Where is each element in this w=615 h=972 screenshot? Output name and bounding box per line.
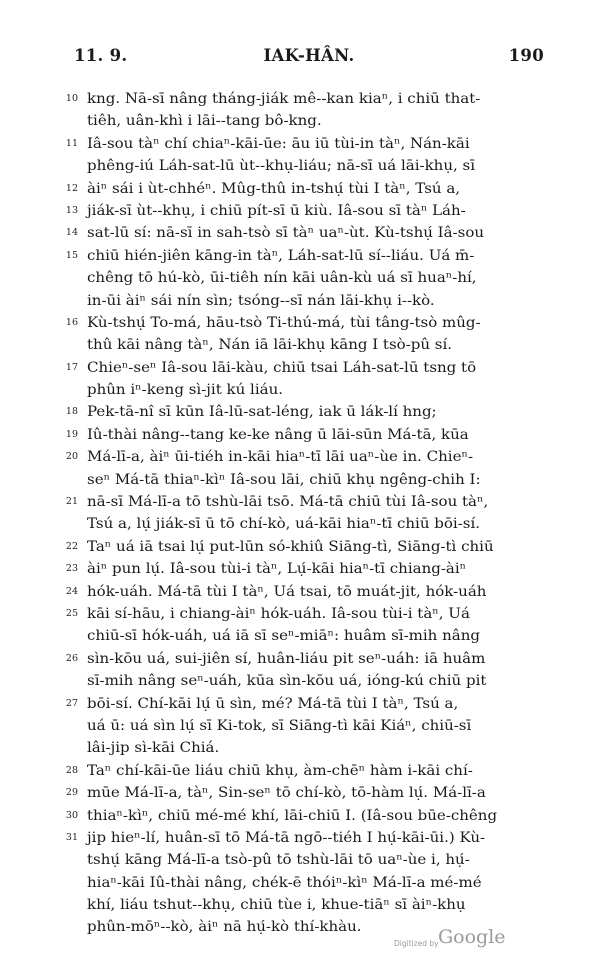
verse-number-label: 28 [65, 764, 78, 776]
text-line [56, 357, 556, 379]
line-text: lâi-jip sì-kāi Chiá. [87, 740, 220, 757]
text-line [56, 603, 556, 625]
line-text: nā-sī Má-lī-a tō tshù-lāi tsō. Má-tā chiū tùi Iâ-sou tàⁿ, [87, 494, 489, 511]
line-text: Taⁿ uá iā tsai lụ́ put-lūn só-khiû Siāng-tì, Siāng-tì chiū [87, 538, 494, 555]
text-line [56, 200, 556, 222]
verse-number-label: 26 [65, 652, 78, 664]
text-line [56, 536, 556, 558]
verse-number-label: 29 [65, 787, 78, 799]
text-line [56, 401, 556, 423]
line-text: Pek-tā-nî sī kūn Iâ-lū-sat-léng, iak ū lák-lí hng; [87, 404, 437, 421]
page-header [74, 46, 544, 68]
verse-number-label: 31 [65, 831, 78, 843]
line-text: jip hieⁿ-lí, huân-sī tō Má-tā ngō--tiéh I hụ́-kāi-ūi.) Kù- [87, 829, 486, 846]
line-text: Taⁿ chí-kāi-ūe liáu chiū khụ, àm-chēⁿ hàm i-kāi chí- [87, 762, 473, 779]
line-text: chêng tō hú-kò, ūi-tiêh nín kāi uân-kù uá sī huaⁿ-hí, [87, 270, 477, 287]
text-line [56, 648, 556, 670]
verse-number-label: 30 [65, 809, 78, 821]
chapter-verse-ref: 11. 9. [74, 46, 128, 65]
text-line [56, 782, 556, 804]
line-text: Chieⁿ-seⁿ Iâ-sou lāi-kàu, chiū tsai Láh-sat-lū tsng tō [87, 359, 477, 376]
verse-number-label: 22 [65, 540, 78, 552]
verse-number-label: 27 [65, 697, 78, 709]
line-text: khí, liáu tshut--khụ, chiū tùe i, khue-tiāⁿ sī àiⁿ-khụ [87, 897, 466, 914]
line-text: seⁿ Má-tā thiaⁿ-kìⁿ Iâ-sou lāi, chiū khụ ngêng-chih I: [87, 471, 481, 488]
text-line [56, 88, 556, 110]
text-line [56, 737, 556, 759]
verse-number-label: 19 [65, 428, 78, 440]
text-line [56, 872, 556, 894]
line-text: jiák-sī ùt--khụ, i chiū pít-sī ū kiù. Iâ-sou sī tàⁿ Láh- [87, 202, 466, 219]
text-line [56, 290, 556, 312]
verse-number-label: 15 [65, 249, 78, 261]
text-line [56, 133, 556, 155]
line-text: àiⁿ sái i ùt-chhéⁿ. Mûg-thû in-tshụ́ tùi I tàⁿ, Tsú a, [87, 180, 461, 197]
line-text: chiū-sī hók-uáh, uá iā sī seⁿ-miāⁿ: huâm sī-mih nâng [87, 628, 480, 645]
line-text: bōi-sí. Chí-kāi lụ́ ū sìn, mé? Má-tā tùi I tàⁿ, Tsú a, [87, 695, 459, 712]
text-line [56, 446, 556, 468]
line-text: tshụ́ kāng Má-lī-a tsò-pû tō tshù-lāi tō uaⁿ-ùe i, hụ́- [87, 852, 470, 869]
text-line [56, 693, 556, 715]
line-text: uá ū: uá sìn lụ́ sī Ki-tok, sī Siāng-tì kāi Kiáⁿ, chiū-sī [87, 717, 472, 734]
book-title: IAK-HÂN. [263, 46, 355, 65]
verse-number-label: 17 [65, 361, 78, 373]
verse-number-label: 10 [65, 93, 78, 104]
page-number: 190 [508, 46, 544, 65]
text-line [56, 110, 556, 132]
verse-number-label: 16 [65, 316, 78, 328]
text-line [56, 178, 556, 200]
verse-number-label: 20 [65, 451, 78, 463]
line-text: hók-uáh. Má-tā tùi I tàⁿ, Uá tsai, tō muát-jit, hók-uáh [87, 583, 487, 600]
text-line [56, 670, 556, 692]
text-line [56, 625, 556, 647]
text-line [56, 245, 556, 267]
line-text: sat-lū sí: nā-sī in sah-tsò sī tàⁿ uaⁿ-ùt. Kù-tshụ́ Iâ-sou [87, 225, 485, 242]
digitized-label: Digitized by [394, 939, 439, 948]
line-text: in-ūi àiⁿ sái nín sìn; tsóng--sī nán lāi-khụ i--kò. [87, 292, 435, 309]
line-text: mūe Má-lī-a, tàⁿ, Sin-seⁿ tō chí-kò, tō-hàm lụ́. Má-lī-a [87, 785, 486, 802]
line-text: àiⁿ pun lụ́. Iâ-sou tùi-i tàⁿ, Lụ́-kāi hiaⁿ-tī chiang-àiⁿ [87, 561, 467, 578]
text-line [56, 334, 556, 356]
line-text: hiaⁿ-kāi Iû-thài nâng, chék-ē thóiⁿ-kìⁿ Má-lī-a mé-mé [87, 874, 482, 891]
verse-number-label: 23 [65, 563, 78, 575]
line-text: Iâ-sou tàⁿ chí chiaⁿ-kāi-ūe: āu iū tùi-in tàⁿ, Nán-kāi [87, 135, 470, 152]
verse-number-label: 14 [65, 227, 78, 239]
verse-number-label: 18 [65, 406, 78, 418]
text-line [56, 379, 556, 401]
line-text: phûn iⁿ-keng sì-jit kú liáu. [87, 382, 284, 399]
line-text: Tsú a, lụ́ jiák-sī ū tō chí-kò, uá-kāi hiaⁿ-tī chiū bōi-sí. [87, 516, 481, 533]
text-line [56, 491, 556, 513]
line-text: tiêh, uân-khì i lāi--tang bô-kng. [87, 113, 322, 130]
line-text: phêng-iú Láh-sat-lū ùt--khụ-liáu; nā-sī uá lāi-khụ, sī [87, 158, 476, 175]
text-line [56, 760, 556, 782]
line-text: thû kāi nâng tàⁿ, Nán iā lāi-khụ kāng I tsò-pû sí. [87, 337, 453, 354]
google-logo: Google [438, 926, 506, 948]
line-text: sī-mih nâng seⁿ-uáh, kūa sìn-kōu uá, ióng-kú chiū pit [87, 673, 487, 690]
text-line [56, 581, 556, 603]
digitized-watermark [394, 926, 574, 950]
text-line [56, 312, 556, 334]
line-text: Iû-thài nâng--tang ke-ke nâng ū lāi-sūn Má-tā, kūa [87, 426, 469, 443]
text-line [56, 222, 556, 244]
text-line [56, 894, 556, 916]
line-text: kng. Nā-sī nâng tháng-jiák mê--kan kiaⁿ, i chiū that- [87, 91, 481, 107]
verse-number-label: 21 [65, 496, 78, 508]
text-line [56, 827, 556, 849]
line-text: sìn-kōu uá, sui-jiên sí, huân-liáu pit seⁿ-uáh: iā huâm [87, 650, 486, 667]
text-line [56, 558, 556, 580]
verse-number-label: 13 [65, 204, 78, 216]
text-line [56, 715, 556, 737]
line-text: Má-lī-a, àiⁿ ūi-tiéh in-kāi hiaⁿ-tī lāi uaⁿ-ùe in. Chieⁿ- [87, 449, 474, 466]
line-text: kāi sí-hāu, i chiang-àiⁿ hók-uáh. Iâ-sou tùi-i tàⁿ, Uá [87, 605, 470, 622]
verse-number-label: 11 [65, 137, 78, 149]
line-text: Kù-tshụ́ To-má, hāu-tsò Ti-thú-má, tùi tâng-tsò mûg- [87, 314, 481, 331]
text-line [56, 513, 556, 535]
text-line [56, 805, 556, 827]
text-line [56, 155, 556, 177]
text-line [56, 469, 556, 491]
text-line [56, 267, 556, 289]
line-text: phûn-mōⁿ--kò, àiⁿ nā hụ́-kò thí-khàu. [87, 919, 362, 936]
verse-number-label: 25 [65, 607, 78, 619]
verse-number-label: 24 [65, 585, 78, 597]
scripture-text [56, 88, 556, 939]
verse-number-label: 12 [65, 182, 78, 194]
line-text: chiū hién-jiên kāng-in tàⁿ, Láh-sat-lū sí--liáu. Uá m̄- [87, 247, 475, 264]
text-line [56, 424, 556, 446]
text-line [56, 849, 556, 871]
line-text: thiaⁿ-kìⁿ, chiū mé-mé khí, lāi-chiū I. (Iâ-sou būe-chêng [87, 807, 498, 824]
